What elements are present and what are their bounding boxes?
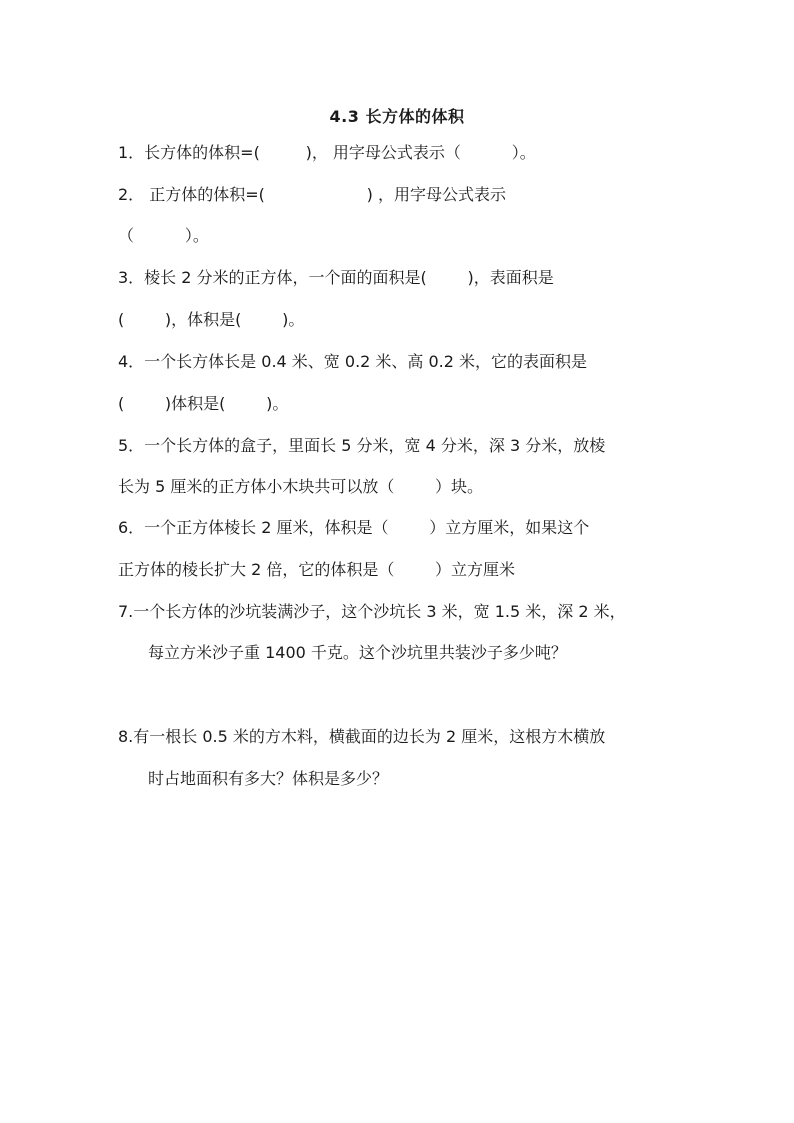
question-7-line-1: 7.一个长方体的沙坑装满沙子，这个沙坑长 3 米，宽 1.5 米，深 2 米，: [118, 602, 626, 621]
question-5-line-2: 长为 5 厘米的正方体小木块共可以放（ ）块。: [118, 477, 484, 496]
question-8-line-2: 时占地面积有多大？体积是多少？: [148, 769, 389, 788]
worksheet-title: 4.3 长方体的体积: [329, 107, 465, 126]
question-4-line-2: ( )体积是( )。: [118, 394, 289, 413]
question-8-line-1: 8.有一根长 0.5 米的方木料，横截面的边长为 2 厘米，这根方木横放: [118, 727, 606, 746]
question-6-line-1: 6．一个正方体棱长 2 厘米，体积是（ ）立方厘米，如果这个: [118, 518, 590, 537]
question-5-line-1: 5．一个长方体的盒子，里面长 5 分米，宽 4 分米，深 3 分米，放棱: [118, 436, 606, 455]
question-3-line-1: 3．棱长 2 分米的正方体，一个面的面积是( )，表面积是: [118, 268, 554, 287]
question-3-line-2: ( )，体积是( )。: [118, 310, 305, 329]
question-6-line-2: 正方体的棱长扩大 2 倍，它的体积是（ ）立方厘米: [118, 560, 516, 579]
question-7-line-2: 每立方米沙子重 1400 千克。这个沙坑里共装沙子多少吨？: [148, 643, 567, 662]
question-2-line-2: （ ）。: [118, 226, 209, 245]
question-1-line-1: 1．长方体的体积=( )， 用字母公式表示（ ）。: [118, 143, 536, 162]
question-2-line-1: 2． 正方体的体积=( ) ，用字母公式表示: [118, 185, 506, 204]
question-4-line-1: 4．一个长方体长是 0.4 米、宽 0.2 米、高 0.2 米，它的表面积是: [118, 352, 588, 371]
